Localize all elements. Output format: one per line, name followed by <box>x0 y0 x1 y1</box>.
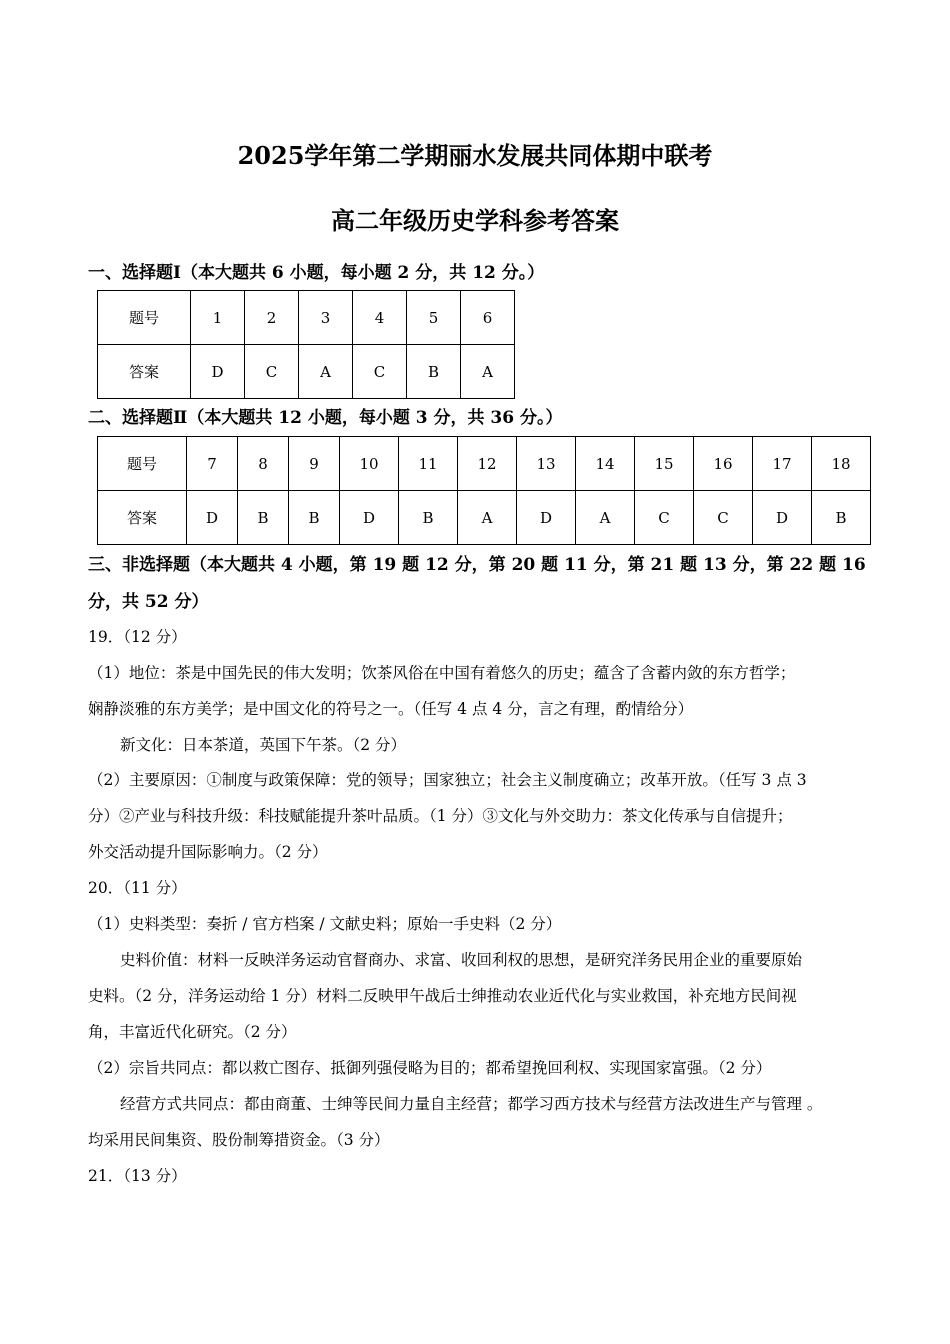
answer-cell: A <box>458 491 517 545</box>
answer-line: （2）宗旨共同点：都以救亡图存、抵御列强侵略为目的；都希望挽回利权、实现国家富强。（2 分） <box>88 1059 772 1077</box>
answer-table-2 <box>97 436 871 545</box>
table-header-cell: 题号 <box>98 437 187 491</box>
answer-cell: D <box>187 491 238 545</box>
table-header-cell: 题号 <box>98 291 191 345</box>
answer-table-1 <box>97 290 515 399</box>
answer-cell: C <box>245 345 299 399</box>
question-19-heading: 19．（12 分） <box>88 628 187 646</box>
answer-cell: C <box>635 491 694 545</box>
question-number: 7 <box>187 437 238 491</box>
answer-cell: C <box>694 491 753 545</box>
question-number: 3 <box>299 291 353 345</box>
answer-cell: B <box>812 491 871 545</box>
answer-line: 外交活动提升国际影响力。（2 分） <box>88 843 328 861</box>
section-1-heading: 一、选择题Ⅰ（本大题共 6 小题，每小题 2 分，共 12 分。） <box>88 263 545 283</box>
question-number: 6 <box>461 291 515 345</box>
question-number: 8 <box>238 437 289 491</box>
table-answer-label: 答案 <box>98 491 187 545</box>
answer-cell: B <box>407 345 461 399</box>
answer-line: 经营方式共同点：都由商董、士绅等民间力量自主经营；都学习西方技术与经营方法改进生产与管理 。 <box>120 1095 823 1113</box>
section-3-heading-cont: 分，共 52 分） <box>88 592 209 612</box>
answer-cell: D <box>517 491 576 545</box>
question-number: 16 <box>694 437 753 491</box>
answer-cell: D <box>753 491 812 545</box>
answer-cell: D <box>191 345 245 399</box>
answer-cell: A <box>461 345 515 399</box>
answer-cell: A <box>299 345 353 399</box>
section-3-heading: 三、非选择题（本大题共 4 小题，第 19 题 12 分，第 20 题 11 分，第 21 题 13 分，第 22 题 16 <box>88 555 866 575</box>
question-21-heading: 21．（13 分） <box>88 1167 187 1185</box>
table-answer-label: 答案 <box>98 345 191 399</box>
question-number: 11 <box>399 437 458 491</box>
answer-line: 新文化：日本茶道，英国下午茶。（2 分） <box>120 736 407 754</box>
answer-cell: B <box>289 491 340 545</box>
question-number: 2 <box>245 291 299 345</box>
question-number: 5 <box>407 291 461 345</box>
answer-line: （1）地位：茶是中国先民的伟大发明；饮茶风俗在中国有着悠久的历史；蕴含了含蓄内敛的东方哲学； <box>88 664 796 682</box>
question-number: 9 <box>289 437 340 491</box>
answer-cell: A <box>576 491 635 545</box>
answer-line: 分）②产业与科技升级：科技赋能提升茶叶品质。（1 分）③文化与外交助力：茶文化传承与自信提升； <box>88 807 793 825</box>
question-number: 14 <box>576 437 635 491</box>
answer-line: 角，丰富近代化研究。（2 分） <box>88 1023 297 1041</box>
question-number: 10 <box>340 437 399 491</box>
question-number: 15 <box>635 437 694 491</box>
section-2-heading: 二、选择题Ⅱ（本大题共 12 小题，每小题 3 分，共 36 分。） <box>88 408 563 428</box>
question-number: 18 <box>812 437 871 491</box>
exam-title: 2025学年第二学期丽水发展共同体期中联考 <box>237 141 713 170</box>
answer-cell: D <box>340 491 399 545</box>
answer-line: 史料价值：材料一反映洋务运动官督商办、求富、收回利权的思想，是研究洋务民用企业的重要原始 <box>120 951 803 969</box>
answer-line: （1）史料类型：奏折 / 官方档案 / 文献史料；原始一手史料（2 分） <box>88 915 562 933</box>
question-number: 17 <box>753 437 812 491</box>
question-number: 4 <box>353 291 407 345</box>
answer-title: 高二年级历史学科参考答案 <box>331 206 619 235</box>
answer-line: （2）主要原因：①制度与政策保障：党的领导；国家独立；社会主义制度确立；改革开放。（任写 3 点 3 <box>88 771 807 789</box>
answer-line: 史料。（2 分，洋务运动给 1 分）材料二反映甲午战后士绅推动农业近代化与实业救国，补充地方民间视 <box>88 987 797 1005</box>
answer-cell: C <box>353 345 407 399</box>
question-20-heading: 20．（11 分） <box>88 879 187 897</box>
answer-line: 娴静淡雅的东方美学；是中国文化的符号之一。（任写 4 点 4 分，言之有理，酌情给分） <box>88 700 694 718</box>
question-number: 12 <box>458 437 517 491</box>
answer-cell: B <box>238 491 289 545</box>
answer-line: 均采用民间集资、股份制筹措资金。（3 分） <box>88 1131 390 1149</box>
question-number: 1 <box>191 291 245 345</box>
answer-cell: B <box>399 491 458 545</box>
question-number: 13 <box>517 437 576 491</box>
